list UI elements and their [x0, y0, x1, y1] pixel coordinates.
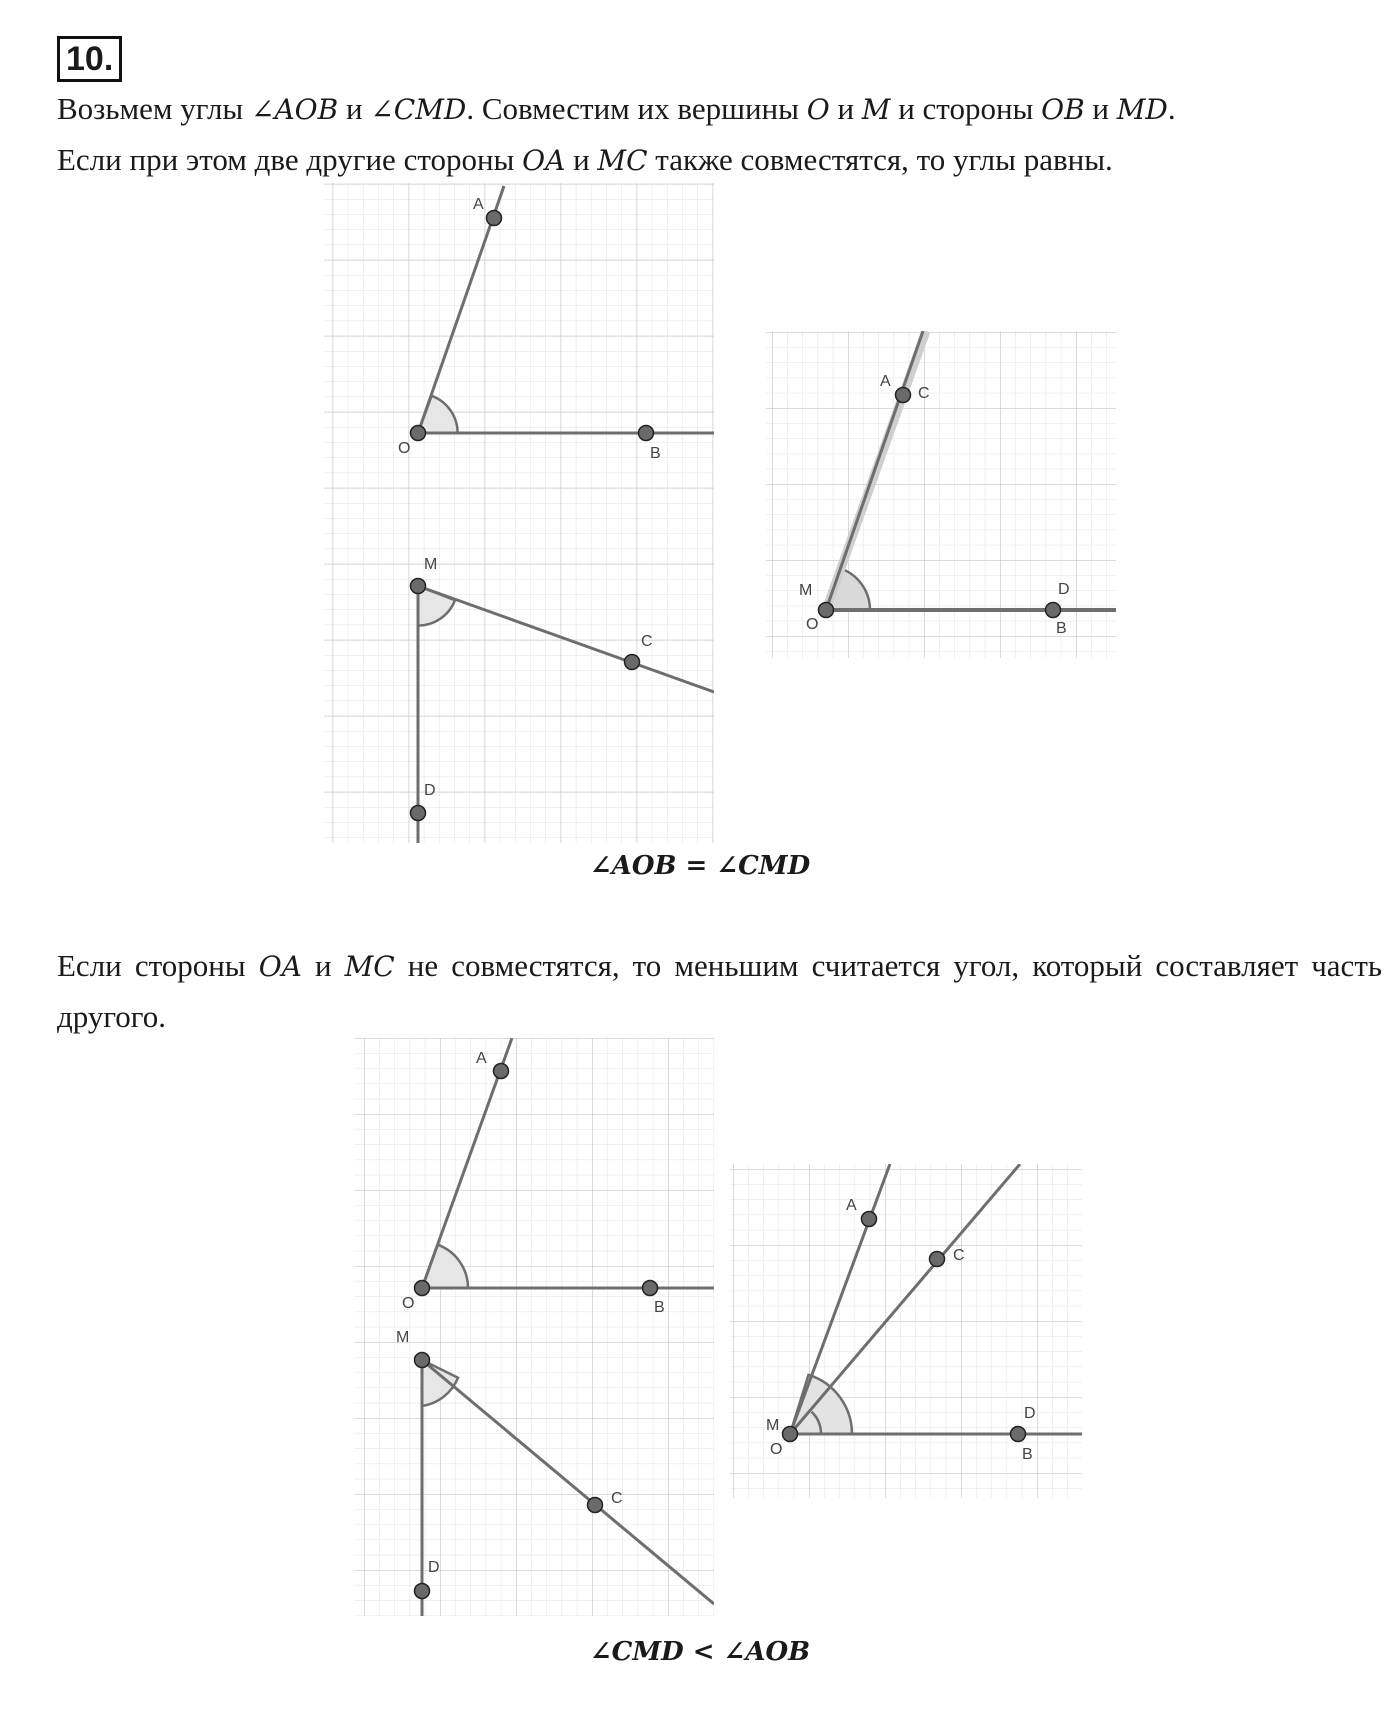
- label-c: C: [641, 633, 653, 650]
- math-side-ob: OB: [1041, 93, 1085, 126]
- label-o: O: [402, 1295, 415, 1312]
- text-run: Если стороны: [57, 948, 259, 983]
- label-a: A: [880, 373, 891, 390]
- paragraph-2: [57, 941, 1382, 1042]
- math-side-oa: OA: [522, 144, 566, 177]
- text-run: Если при этом две другие стороны: [57, 142, 523, 177]
- label-b: B: [654, 1299, 665, 1316]
- figure-overlap-unequal: [730, 1164, 1082, 1498]
- math-angle-aob: ∠AOB: [251, 93, 339, 126]
- label-b: B: [1022, 1446, 1033, 1463]
- label-a: A: [473, 196, 484, 213]
- label-d: D: [428, 1559, 440, 1576]
- text-run: . Совместим их вершины: [466, 91, 807, 126]
- figure-separate-angles-equal: [324, 183, 714, 843]
- text-run: и: [565, 142, 598, 177]
- label-m: M: [424, 556, 438, 573]
- label-c: C: [953, 1247, 965, 1264]
- label-d: D: [1058, 581, 1070, 598]
- problem-number: 10.: [57, 36, 122, 82]
- label-d: D: [424, 782, 436, 799]
- formula-equal: ∠AOB = ∠CMD: [589, 851, 811, 881]
- text-run: и стороны: [890, 91, 1042, 126]
- formula-less: ∠CMD < ∠AOB: [589, 1637, 811, 1667]
- label-d: D: [1024, 1405, 1036, 1422]
- label-m: M: [799, 582, 813, 599]
- math-side-md: MD: [1116, 93, 1168, 126]
- text-run: и: [829, 91, 862, 126]
- text-run: не совместятся, то меньшим считается угол, который составляет часть другого.: [57, 948, 1383, 1034]
- math-side-oa: OA: [258, 950, 302, 983]
- text-run: и: [301, 948, 345, 983]
- math-side-mc: MC: [597, 144, 648, 177]
- paragraph-1: [57, 84, 1357, 186]
- label-m: M: [396, 1329, 410, 1346]
- text-run: .: [1167, 91, 1176, 126]
- math-side-mc: MC: [344, 950, 395, 983]
- label-c: C: [611, 1490, 623, 1507]
- label-o: O: [398, 440, 411, 457]
- label-o: O: [806, 616, 819, 633]
- label-c: C: [918, 385, 930, 402]
- label-o: O: [770, 1441, 783, 1458]
- label-a: A: [846, 1197, 857, 1214]
- label-a: A: [476, 1050, 487, 1067]
- text-run: и: [1084, 91, 1117, 126]
- figure-separate-angles-unequal: [354, 1038, 714, 1616]
- figure-overlap-equal: [766, 331, 1116, 658]
- math-angle-cmd: ∠CMD: [370, 93, 467, 126]
- label-m: M: [766, 1417, 780, 1434]
- text-run: Возьмем углы: [57, 91, 251, 126]
- text-run: также совместятся, то углы равны.: [647, 142, 1113, 177]
- text-run: и: [338, 91, 371, 126]
- math-vertex-o: O: [806, 93, 830, 126]
- label-b: B: [650, 445, 661, 462]
- label-b: B: [1056, 620, 1067, 637]
- math-vertex-m: M: [861, 93, 891, 126]
